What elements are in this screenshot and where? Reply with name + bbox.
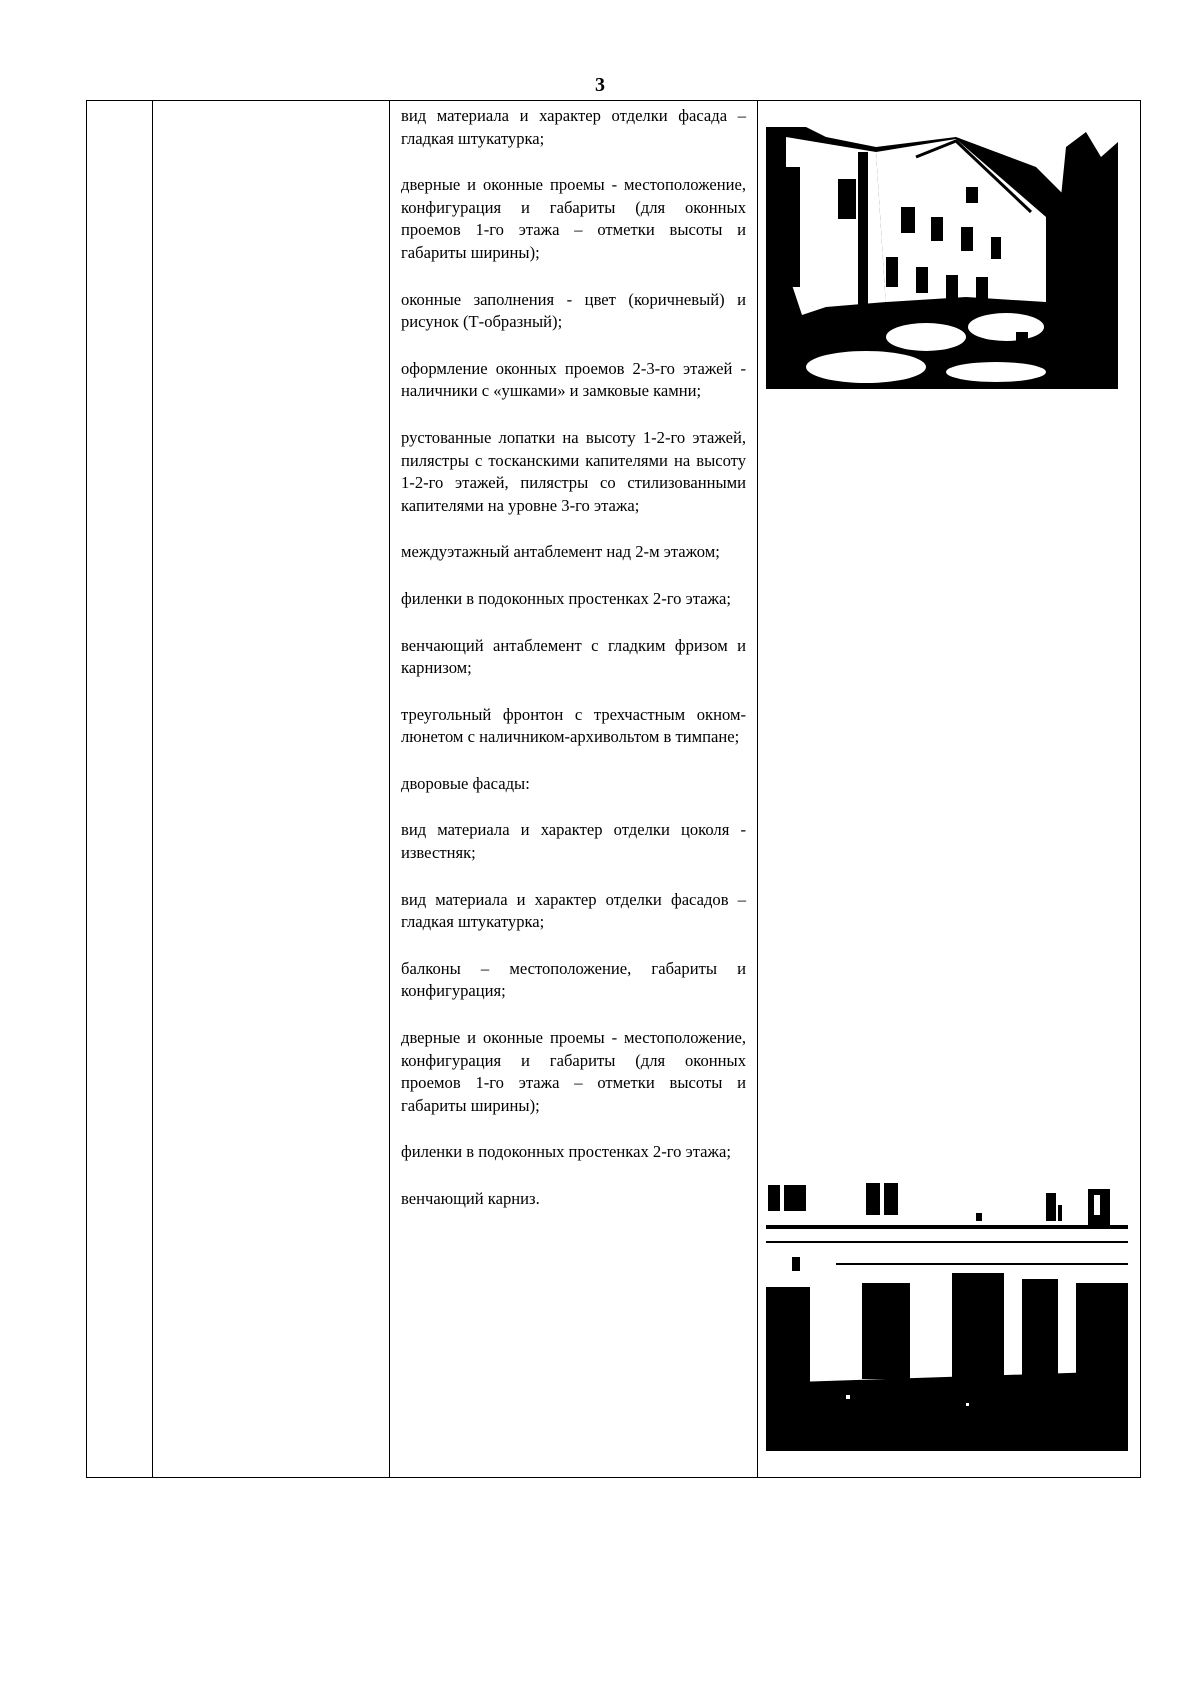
building-photo — [766, 127, 1118, 389]
number-cell — [87, 101, 153, 1478]
list-item: треугольный фронтон с трехчастным окном-люнетом с наличником-архивольтом в тимпане; — [401, 704, 746, 747]
list-item: филенки в подоконных простенках 2-го этажа; — [401, 588, 731, 608]
list-item: вид материала и характер отделки фасада – гладкая штукатурка; — [401, 106, 746, 148]
list-item: венчающий антаблемент с гладким фризом и карнизом; — [401, 635, 746, 678]
table-row — [87, 101, 1141, 1478]
list-item: балконы – местоположение, габариты и конфигурация; — [401, 958, 746, 1001]
list-item: венчающий карниз. — [401, 1189, 540, 1208]
list-item: филенки в подоконных простенках 2-го этажа; — [401, 1142, 731, 1162]
courtyard-photo — [766, 1183, 1128, 1451]
section-heading: дворовые фасады: — [401, 773, 530, 793]
protected-elements-table — [86, 100, 1141, 1478]
page-number: 3 — [595, 74, 605, 96]
list-item: дверные и оконные проемы - местоположение, конфигурация и габариты (для оконных проемов 1-го этажа – отметки высоты и габариты ширины); — [401, 1028, 746, 1115]
description-cell — [390, 101, 758, 1478]
list-item: междуэтажный антаблемент над 2-м этажом; — [401, 542, 720, 562]
list-item: оформление оконных проемов 2-3-го этажей - наличники с «ушками» и замковые камни; — [401, 358, 746, 401]
list-item: дверные и оконные проемы - местоположение, конфигурация и габариты (для оконных проемов 1-го этажа – отметки высоты и габариты ширины); — [401, 175, 746, 262]
photo-cell — [758, 101, 1141, 1478]
list-item: вид материала и характер отделки фасадов – гладкая штукатурка; — [401, 889, 746, 932]
list-item: вид материала и характер отделки цоколя - известняк; — [401, 820, 746, 863]
object-name-cell — [153, 101, 390, 1478]
list-item: оконные заполнения - цвет (коричневый) и рисунок (Т-образный); — [401, 289, 746, 332]
list-item: рустованные лопатки на высоту 1-2-го этажей, пилястры с тосканскими капителями на высоту 1-2-го этажей, пилястры со стилизованными капителями на уровне 3-го этажа; — [401, 427, 746, 515]
